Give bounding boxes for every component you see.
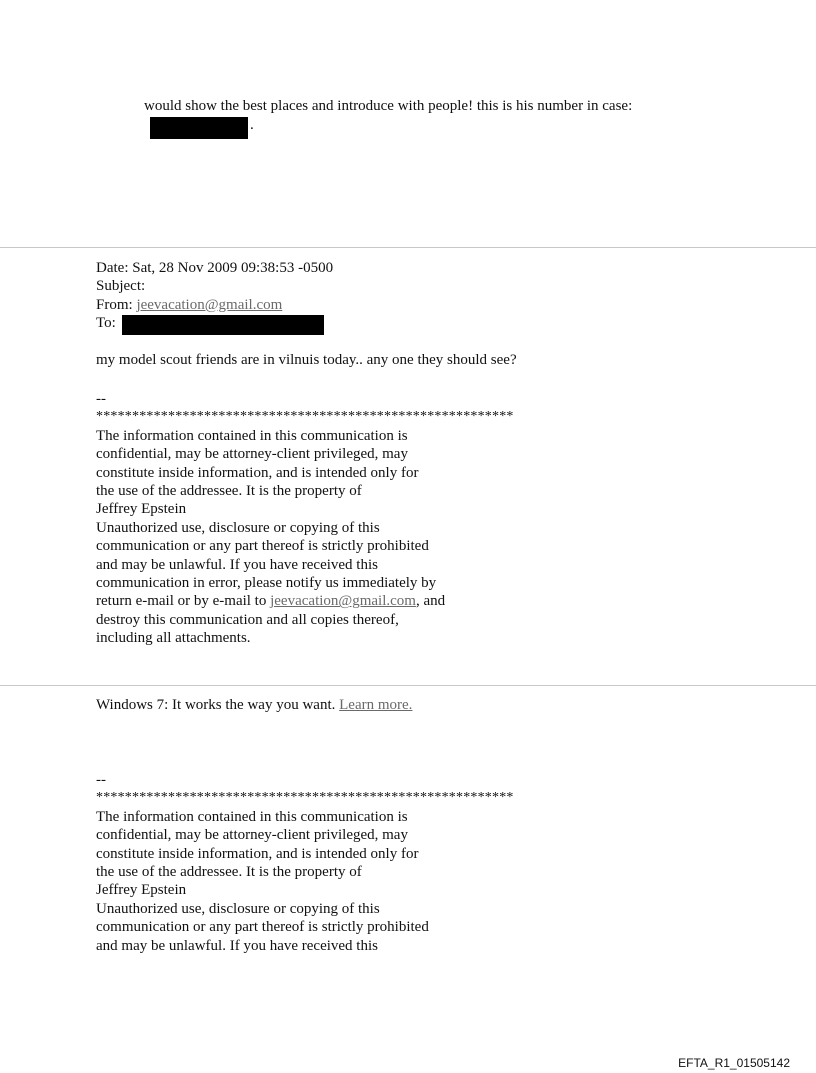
sig1-email-link[interactable]: jeevacation@gmail.com <box>270 593 416 610</box>
signature-2 <box>96 771 514 955</box>
sig1-stars: ********************************************************** <box>96 409 514 425</box>
sig1-return-suffix: , and <box>415 593 446 610</box>
sig2-line: communication or any part thereof is strictly prohibited <box>96 919 429 936</box>
sig1-return-prefix: return e-mail or by e-mail to <box>96 593 271 610</box>
redaction-recipient <box>122 315 324 335</box>
sig1-line: including all attachments. <box>96 630 251 647</box>
sig1-return-line <box>96 592 514 610</box>
top-fragment-period: . <box>250 117 254 133</box>
sig1-line: the use of the addressee. It is the property of <box>96 483 362 500</box>
sig1-dashes: -- <box>96 391 106 407</box>
sig1-line: The information contained in this communication is <box>96 427 408 444</box>
sig2-line: the use of the addressee. It is the property of <box>96 864 362 881</box>
sig1-line: Unauthorized use, disclosure or copying of this <box>96 519 380 536</box>
header-date: Date: Sat, 28 Nov 2009 09:38:53 -0500 <box>96 260 334 276</box>
redaction-phone <box>150 117 248 139</box>
sig2-line: Unauthorized use, disclosure or copying of this <box>96 900 380 917</box>
from-email-link[interactable]: jeevacation@gmail.com <box>136 296 283 313</box>
header-to-label: To: <box>96 315 116 332</box>
sig1-line: communication or any part thereof is strictly prohibited <box>96 538 429 555</box>
message-body: my model scout friends are in vilnuis today.. any one they should see? <box>96 352 517 368</box>
sig2-line: Jeffrey Epstein <box>96 882 187 899</box>
sig1-line: confidential, may be attorney-client privileged, may <box>96 446 408 463</box>
header-subject: Subject: <box>96 278 146 295</box>
promo-line <box>96 697 412 714</box>
sig2-stars: ********************************************************** <box>96 790 514 806</box>
sig2-line: confidential, may be attorney-client privileged, may <box>96 827 408 844</box>
divider-1 <box>0 247 816 248</box>
top-fragment-line1: would show the best places and introduce with people! this is his number in case: <box>144 98 633 114</box>
sig1-line: Jeffrey Epstein <box>96 501 187 518</box>
bates-number: EFTA_R1_01505142 <box>678 1056 790 1070</box>
divider-2 <box>0 685 816 686</box>
sig1-line: destroy this communication and all copies thereof, <box>96 611 399 628</box>
signature-1 <box>96 390 514 648</box>
sig1-line: and may be unlawful. If you have received this <box>96 556 378 573</box>
sig1-line: communication in error, please notify us immediately by <box>96 575 437 592</box>
learn-more-link[interactable]: Learn more. <box>339 697 413 713</box>
sig1-line: constitute inside information, and is intended only for <box>96 464 419 481</box>
header-from-label: From: <box>96 296 137 313</box>
sig2-line: The information contained in this communication is <box>96 808 408 825</box>
sig2-line: and may be unlawful. If you have received this <box>96 937 378 954</box>
promo-text: Windows 7: It works the way you want. <box>96 697 340 713</box>
header-from <box>96 296 333 314</box>
sig2-line: constitute inside information, and is intended only for <box>96 845 419 862</box>
sig2-dashes: -- <box>96 772 106 788</box>
